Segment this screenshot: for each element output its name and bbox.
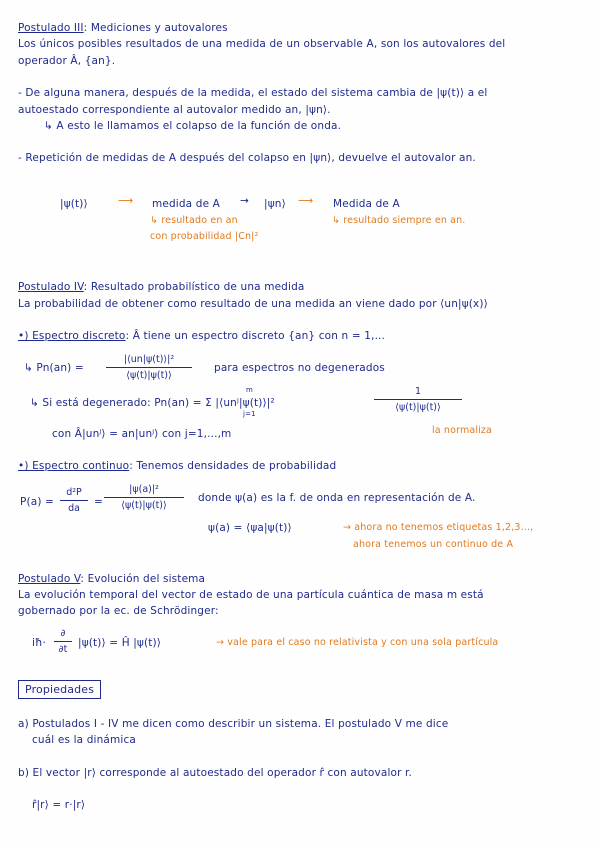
schrodinger-den: ∂t xyxy=(58,644,68,655)
post3-bullet1b: autoestado correspondiente al autovalor medido an, |ψn⟩. xyxy=(18,104,331,116)
p-numerator: |ψ(a)|² xyxy=(129,484,159,495)
post4-discrete xyxy=(18,330,385,342)
schrodinger-lhs: iħ· xyxy=(32,637,47,649)
post5-title xyxy=(18,573,205,585)
arrow-right-icon: → xyxy=(240,195,249,207)
props-a2: cuál es la dinámica xyxy=(32,734,136,746)
post4-continuous xyxy=(18,460,336,472)
post3-title-label: Postulado III xyxy=(18,22,84,34)
p-derivative-num: d²P xyxy=(66,487,82,498)
p-derivative-den: da xyxy=(68,503,80,514)
p-fraction xyxy=(104,484,184,511)
p-lhs: P(a) = xyxy=(20,496,54,508)
discrete-text: : Â tiene un espectro discreto {an} con n = 1,... xyxy=(125,330,386,342)
post3-bullet1a: - De alguna manera, después de la medida, el estado del sistema cambia de |ψ(t)⟩ a el xyxy=(18,87,488,99)
post4-title xyxy=(18,281,304,293)
continuous-text: : Tenemos densidades de probabilidad xyxy=(129,460,337,472)
props-b1: b) El vector |r⟩ corresponde al autoestado del operador r̂ con autovalor r. xyxy=(18,767,413,779)
degenerate-con: con Â|unʲ⟩ = an|unʲ⟩ con j=1,...,m xyxy=(52,428,232,440)
properties-heading: Propiedades xyxy=(18,680,101,699)
post3-title-rest: : Mediciones y autovalores xyxy=(83,22,228,34)
pn-fraction xyxy=(106,354,192,381)
pn-numerator: |⟨un|ψ(t)⟩|² xyxy=(123,354,175,365)
diagram-measure2: Medida de A xyxy=(333,198,400,210)
schrodinger-derivative xyxy=(54,628,72,655)
arrow-right-icon: ⟶ xyxy=(118,195,134,207)
pn-lhs: ↳ Pn(an) = xyxy=(24,362,84,374)
diagram-psin: |ψn⟩ xyxy=(264,198,286,210)
post3-bullet1c: ↳ A esto le llamamos el colapso de la función de onda. xyxy=(44,120,342,132)
diagram-measure1: medida de A xyxy=(152,198,221,210)
sum-top: m xyxy=(246,386,253,394)
p-denominator: ⟨ψ(t)|ψ(t)⟩ xyxy=(121,500,167,511)
degenerate-fraction xyxy=(374,386,462,413)
post3-bullet2: - Repetición de medidas de A después del colapso en |ψn⟩, devuelve el autovalor an. xyxy=(18,152,476,164)
post4-title-label: Postulado IV xyxy=(18,281,84,293)
post4-line1: La probabilidad de obtener como resultado de una medida an viene dado por ⟨un|ψ(x)⟩ xyxy=(18,298,488,310)
degenerate-lhs: ↳ Si está degenerado: Pn(an) = Σ |⟨unʲ|ψ(t)⟩|² xyxy=(30,397,275,409)
arrow-right-icon: ⟶ xyxy=(298,195,314,207)
degenerate-denominator: ⟨ψ(t)|ψ(t)⟩ xyxy=(395,402,441,413)
post5-title-label: Postulado V xyxy=(18,573,81,585)
post5-line1: La evolución temporal del vector de estado de una partícula cuántica de masa m está xyxy=(18,589,484,601)
p-equals: = xyxy=(94,496,103,508)
post3-line2: operador Â, {an}. xyxy=(18,55,116,67)
discrete-label: •) Espectro discreto xyxy=(18,330,126,342)
post3-title xyxy=(18,22,228,34)
sum-bottom: j=1 xyxy=(243,410,256,418)
p-derivative xyxy=(60,487,88,514)
post5-title-rest: : Evolución del sistema xyxy=(80,573,206,585)
props-b-equation: r̂|r⟩ = r·|r⟩ xyxy=(32,799,86,811)
schrodinger-note: → vale para el caso no relativista y con una sola partícula xyxy=(216,637,499,648)
post4-title-rest: : Resultado probabilístico de una medida xyxy=(83,281,305,293)
props-a1: a) Postulados I - IV me dicen como describir un sistema. El postulado V me dice xyxy=(18,718,449,730)
schrodinger-rhs: |ψ(t)⟩ = Ĥ |ψ(t)⟩ xyxy=(78,637,161,649)
post3-line1: Los únicos posibles resultados de una medida de un observable A, son los autovalores del xyxy=(18,38,506,50)
psi-note1: → ahora no tenemos etiquetas 1,2,3..., xyxy=(343,522,534,533)
p-note: donde ψ(a) es la f. de onda en representación de A. xyxy=(198,492,476,504)
degenerate-numerator: 1 xyxy=(414,386,422,397)
diagram-note1a: ↳ resultado en an xyxy=(150,215,238,226)
continuous-label: •) Espectro continuo xyxy=(18,460,130,472)
psi-a: ψ(a) = ⟨ψa|ψ(t)⟩ xyxy=(208,522,292,534)
pn-note: para espectros no degenerados xyxy=(214,362,385,374)
psi-note2: ahora tenemos un continuo de A xyxy=(353,539,514,550)
schrodinger-num: ∂ xyxy=(60,628,66,639)
degenerate-normalize: la normaliza xyxy=(432,425,493,436)
pn-denominator: ⟨ψ(t)|ψ(t)⟩ xyxy=(126,370,172,381)
diagram-note2: ↳ resultado siempre en an. xyxy=(332,215,466,226)
post5-line2: gobernado por la ec. de Schrödinger: xyxy=(18,605,219,617)
diagram-note1b: con probabilidad |Cn|² xyxy=(150,231,259,242)
diagram-state: |ψ(t)⟩ xyxy=(60,198,88,210)
